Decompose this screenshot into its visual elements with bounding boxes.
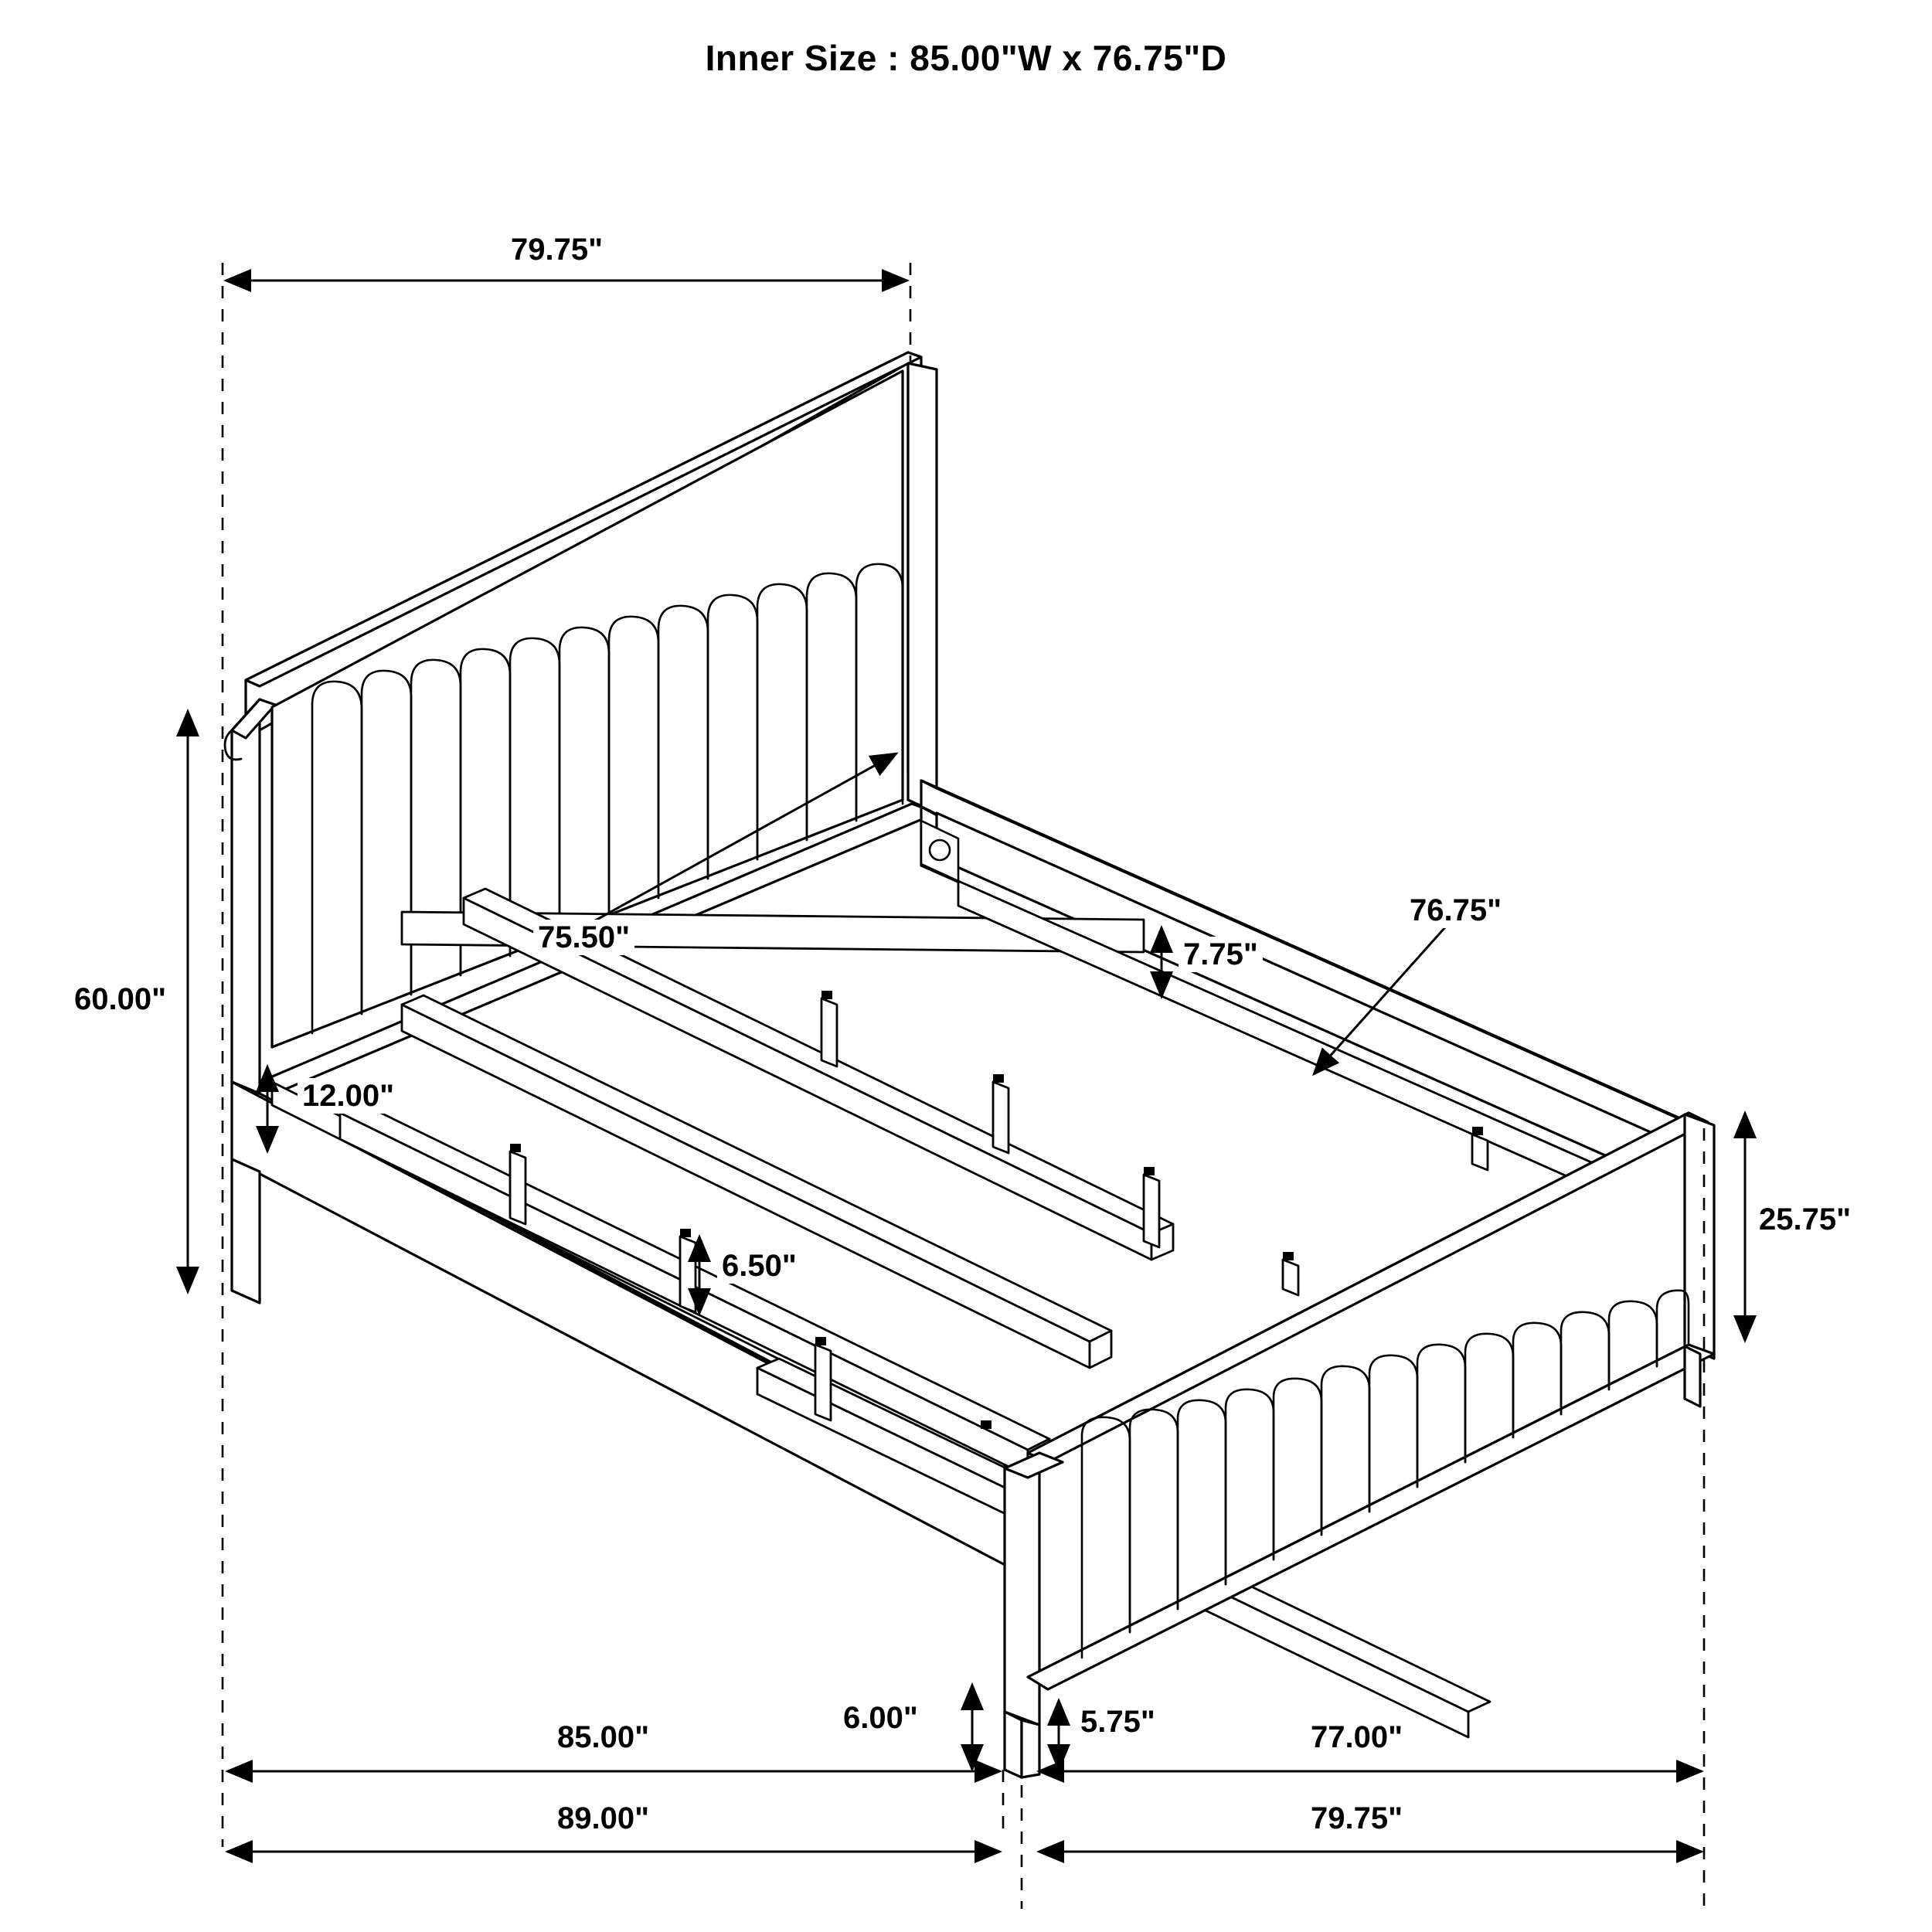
dim-label-6-50: 6.50": [717, 1248, 801, 1284]
dim-label-75-50: 75.50": [533, 920, 634, 955]
page-title: Inner Size : 85.00"W x 76.75"D: [705, 38, 1227, 78]
dim-label-6-00: 6.00": [838, 1700, 923, 1736]
dim-label-79-75-top: 79.75": [506, 232, 607, 267]
dim-label-5-75: 5.75": [1076, 1704, 1160, 1740]
dim-label-7-75: 7.75": [1179, 937, 1263, 972]
dim-label-89-00: 89.00": [553, 1801, 654, 1836]
dim-label-85-00: 85.00": [553, 1719, 654, 1755]
dim-label-12-00: 12.00": [298, 1078, 399, 1114]
dim-label-76-75: 76.75": [1405, 893, 1506, 928]
headboard-legs: [232, 1159, 260, 1303]
dim-label-77-00: 77.00": [1306, 1719, 1407, 1755]
dim-label-60-00: 60.00": [70, 981, 171, 1017]
dim-label-25-75: 25.75": [1754, 1202, 1855, 1237]
dim-label-79-75-bottom: 79.75": [1306, 1801, 1407, 1836]
